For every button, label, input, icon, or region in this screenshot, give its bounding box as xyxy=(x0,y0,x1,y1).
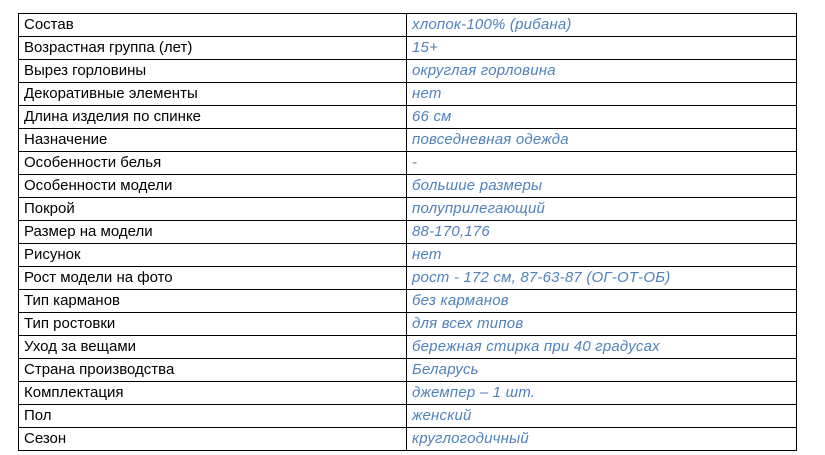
spec-value: джемпер – 1 шт. xyxy=(407,382,797,405)
spec-row xyxy=(19,244,797,267)
spec-label: Комплектация xyxy=(19,382,407,405)
spec-row xyxy=(19,336,797,359)
spec-row xyxy=(19,359,797,382)
spec-label: Особенности модели xyxy=(19,175,407,198)
spec-label: Сезон xyxy=(19,428,407,451)
spec-label: Особенности белья xyxy=(19,152,407,175)
spec-value: для всех типов xyxy=(407,313,797,336)
spec-value: полуприлегающий xyxy=(407,198,797,221)
spec-value: женский xyxy=(407,405,797,428)
spec-label: Длина изделия по спинке xyxy=(19,106,407,129)
spec-label: Пол xyxy=(19,405,407,428)
spec-value: нет xyxy=(407,83,797,106)
spec-row xyxy=(19,152,797,175)
spec-label: Рост модели на фото xyxy=(19,267,407,290)
spec-row xyxy=(19,60,797,83)
spec-label: Уход за вещами xyxy=(19,336,407,359)
spec-label: Тип карманов xyxy=(19,290,407,313)
spec-value: 15+ xyxy=(407,37,797,60)
spec-row xyxy=(19,37,797,60)
spec-row xyxy=(19,221,797,244)
spec-row xyxy=(19,313,797,336)
spec-label: Вырез горловины xyxy=(19,60,407,83)
spec-value: хлопок-100% (рибана) xyxy=(407,14,797,37)
spec-row xyxy=(19,14,797,37)
spec-row xyxy=(19,290,797,313)
spec-value: 88-170,176 xyxy=(407,221,797,244)
spec-label: Состав xyxy=(19,14,407,37)
spec-value: Беларусь xyxy=(407,359,797,382)
spec-label: Страна производства xyxy=(19,359,407,382)
spec-value: без карманов xyxy=(407,290,797,313)
spec-value: рост - 172 см, 87-63-87 (ОГ-ОТ-ОБ) xyxy=(407,267,797,290)
spec-row xyxy=(19,198,797,221)
spec-value: - xyxy=(407,152,797,175)
product-specs-table xyxy=(18,13,797,451)
spec-label: Тип ростовки xyxy=(19,313,407,336)
spec-label: Назначение xyxy=(19,129,407,152)
spec-value: нет xyxy=(407,244,797,267)
spec-label: Размер на модели xyxy=(19,221,407,244)
spec-row xyxy=(19,382,797,405)
spec-value: 66 см xyxy=(407,106,797,129)
spec-value: округлая горловина xyxy=(407,60,797,83)
spec-row xyxy=(19,267,797,290)
spec-row xyxy=(19,129,797,152)
spec-row xyxy=(19,83,797,106)
spec-label: Рисунок xyxy=(19,244,407,267)
spec-row xyxy=(19,405,797,428)
spec-value: повседневная одежда xyxy=(407,129,797,152)
spec-label: Покрой xyxy=(19,198,407,221)
spec-value: большие размеры xyxy=(407,175,797,198)
spec-value: круглогодичный xyxy=(407,428,797,451)
product-specs-body xyxy=(19,14,797,451)
spec-row xyxy=(19,428,797,451)
spec-label: Декоративные элементы xyxy=(19,83,407,106)
spec-value: бережная стирка при 40 градусах xyxy=(407,336,797,359)
spec-row xyxy=(19,175,797,198)
spec-label: Возрастная группа (лет) xyxy=(19,37,407,60)
spec-row xyxy=(19,106,797,129)
